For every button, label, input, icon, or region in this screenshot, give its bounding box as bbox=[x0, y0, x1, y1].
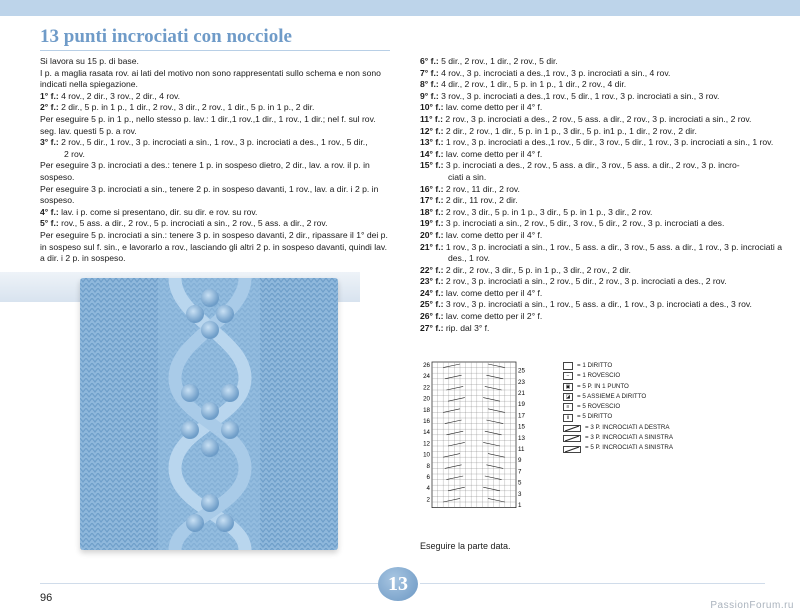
legend-item: = 5 P. INCROCIATI A SINISTRA bbox=[563, 443, 673, 453]
chart-row-number: 14 bbox=[423, 429, 430, 437]
row-9: 9° f.: 3 rov., 3 p. incrociati a des.,1 rov., 5 dir., 1 rov., 3 p. incrociati a sin., 3 rov. bbox=[420, 90, 720, 101]
chart-row-number: 25 bbox=[518, 367, 525, 375]
chart-row-number: 10 bbox=[423, 451, 430, 459]
chart-row-number: 9 bbox=[518, 457, 522, 465]
legend-item: = 1 DIRITTO bbox=[563, 361, 673, 371]
row-26: 26° f.: lav. come detto per il 2° f. bbox=[420, 311, 543, 322]
legend-item: ≡ = 5 ROVESCIO bbox=[563, 402, 673, 412]
chart-row-number: 23 bbox=[518, 378, 525, 386]
row-23: 23° f.: 2 rov., 3 p. incrociati a sin., 2 rov., 5 dir., 2 rov., 3 p. incrociati a des., 2 rov. bbox=[420, 276, 727, 287]
chart-row-number: 12 bbox=[423, 440, 430, 448]
chart-row-number: 24 bbox=[423, 373, 430, 381]
legend-item: − = 1 ROVESCIO bbox=[563, 371, 673, 381]
row-24: 24° f.: lav. come detto per il 4° f. bbox=[420, 287, 543, 298]
chart-row-number: 19 bbox=[518, 401, 525, 409]
row-20: 20° f.: lav. come detto per il 4° f. bbox=[420, 229, 543, 240]
row-6: 6° f.: 5 dir., 2 rov., 1 dir., 2 rov., 5 dir. bbox=[420, 56, 558, 66]
chart-row-number: 22 bbox=[423, 384, 430, 392]
chart-row-number: 21 bbox=[518, 390, 525, 397]
row-7: 7° f.: 4 rov., 3 p. incrociati a des.,1 rov., 3 p. incrociati a sin., 4 rov. bbox=[420, 67, 671, 78]
intro-line: Si lavora su 15 p. di base. bbox=[40, 56, 139, 66]
legend-item: Ⅱ = 5 DIRITTO bbox=[563, 412, 673, 422]
legend-symbol-icon bbox=[563, 446, 581, 452]
legend-symbol-icon: ◪ bbox=[563, 393, 573, 401]
legend-symbol-icon: ≡ bbox=[563, 403, 573, 411]
page-number: 96 bbox=[40, 592, 53, 604]
row-14: 14° f.: lav. come detto per il 4° f. bbox=[420, 148, 543, 159]
chart-row-number: 11 bbox=[518, 446, 525, 453]
legend-item: ▣ = 5 P. IN 1 PUNTO bbox=[563, 382, 673, 392]
legend-symbol-icon: Ⅱ bbox=[563, 414, 573, 422]
knitting-chart bbox=[418, 358, 528, 516]
row-3: 3° f.: 2 rov., 5 dir., 1 rov., 3 p. incrociati a sin., 1 rov., 3 p. incrociati a des., 1 rov., 5 dir., 2 rov. bbox=[40, 137, 368, 159]
legend-item: = 3 P. INCROCIATI A SINISTRA bbox=[563, 433, 673, 443]
footer-rule-right bbox=[420, 583, 765, 584]
row-16: 16° f.: 2 rov., 11 dir., 2 rov. bbox=[420, 183, 520, 194]
right-instructions bbox=[420, 56, 795, 334]
knitted-swatch-photo bbox=[80, 278, 338, 550]
row-8: 8° f.: 4 dir., 2 rov., 1 dir., 5 p. in 1 p., 1 dir., 2 rov., 4 dir. bbox=[420, 79, 627, 90]
legend-item: ◪ = 5 ASSIEME A DIRITTO bbox=[563, 392, 673, 402]
chart-row-number: 26 bbox=[423, 362, 430, 369]
technique-3-right: Per eseguire 3 p. incrociati a des.: tenere 1 p. in sospeso dietro, 2 dir., lav. a rov. il p. in sospeso. bbox=[40, 160, 370, 182]
pattern-number-badge: 13 bbox=[378, 567, 418, 601]
chart-row-number: 6 bbox=[426, 474, 430, 481]
chart-row-number: 13 bbox=[518, 434, 525, 442]
row-18: 18° f.: 2 rov., 3 dir., 5 p. in 1 p., 3 dir., 5 p. in 1 p., 3 dir., 2 rov. bbox=[420, 206, 653, 217]
chart-row-number: 18 bbox=[423, 406, 430, 414]
row-25: 25° f.: 3 rov., 3 p. incrociati a sin., 1 rov., 5 ass. a dir., 1 rov., 3 p. incrociati a des., 3 rov. bbox=[420, 299, 752, 310]
row-27: 27° f.: rip. dal 3° f. bbox=[420, 322, 490, 333]
row-19: 19° f.: 3 p. incrociati a sin., 2 rov., 5 dir., 3 rov., 5 dir., 2 rov., 3 p. incrociati a des. bbox=[420, 218, 725, 229]
chart-row-number: 20 bbox=[423, 395, 430, 403]
legend-symbol-icon bbox=[563, 425, 581, 431]
row-22: 22° f.: 2 dir., 2 rov., 3 dir., 5 p. in 1 p., 3 dir., 2 rov., 2 dir. bbox=[420, 264, 631, 275]
footer-rule-left bbox=[40, 583, 378, 584]
title-underline bbox=[40, 50, 390, 51]
page-title: 13 punti incrociati con nocciole bbox=[40, 26, 292, 47]
chart-row-number: 3 bbox=[518, 490, 522, 498]
row-11: 11° f.: 2 rov., 3 p. incrociati a des., 2 rov., 5 ass. a dir., 2 rov., 3 p. incrociati a sin., 2 rov. bbox=[420, 113, 752, 124]
row-1: 1° f.: 4 rov., 2 dir., 3 rov., 2 dir., 4 rov. bbox=[40, 90, 181, 101]
row-2: 2° f.: 2 dir., 5 p. in 1 p., 1 dir., 2 rov., 3 dir., 2 rov., 1 dir., 5 p. in 1 p., 2 dir. bbox=[40, 102, 315, 113]
legend-item: = 3 P. INCROCIATI A DESTRA bbox=[563, 423, 673, 433]
row-15: 15° f.: 3 p. incrociati a des., 2 rov., 5 ass. a dir., 3 rov., 5 ass. a dir., 2 rov., 3 p. incro- ciati a sin. bbox=[420, 160, 740, 182]
chart-row-number: 4 bbox=[426, 485, 430, 493]
row-17: 17° f.: 2 dir., 11 rov., 2 dir. bbox=[420, 195, 518, 206]
legend-symbol-icon: − bbox=[563, 372, 573, 380]
chart-row-number: 1 bbox=[518, 502, 522, 509]
legend-symbol-icon: ▣ bbox=[563, 383, 573, 391]
row-4: 4° f.: lav. i p. come si presentano, dir. su dir. e rov. su rov. bbox=[40, 206, 258, 217]
technique-3-left: Per eseguire 3 p. incrociati a sin., tenere 2 p. in sospeso davanti, 1 rov., lav. a dir. i 2 p. in sospeso. bbox=[40, 183, 379, 206]
chart-note: Eseguire la parte data. bbox=[420, 541, 511, 551]
chart-row-number: 16 bbox=[423, 418, 430, 425]
row-12: 12° f.: 2 dir., 2 rov., 1 dir., 5 p. in 1 p., 3 dir., 5 p. in1 p., 1 dir., 2 rov., 2 dir. bbox=[420, 125, 697, 136]
top-color-bar bbox=[0, 0, 800, 16]
note-paragraph: I p. a maglia rasata rov. ai lati del motivo non sono rappresentati sullo schema e non sono indicati nella spiegazione. bbox=[40, 67, 381, 90]
row-21: 21° f.: 1 rov., 3 p. incrociati a sin., 1 rov., 5 ass. a dir., 3 rov., 5 ass. a dir., 1 rov., 3 p. incrociati a des., 1 rov. bbox=[420, 241, 782, 264]
technique-5-left: Per eseguire 5 p. incrociati a sin.: tenere 3 p. in sospeso davanti, 2 dir., ripassare il 1° dei p. in sospeso sul f. sin., e lavorarlo a rov., lasciando gli altri 2 p. in sospeso davanti, quindi lav. a dir. i 2 p. in sospeso. bbox=[40, 229, 388, 264]
chart-row-number: 7 bbox=[518, 468, 522, 476]
row-5: 5° f.: rov., 5 ass. a dir., 2 rov., 5 p. incrociati a sin., 2 rov., 5 ass. a dir., 2 rov. bbox=[40, 218, 328, 229]
left-instructions bbox=[40, 56, 388, 265]
legend-symbol-icon bbox=[563, 362, 573, 370]
row-10: 10° f.: lav. come detto per il 4° f. bbox=[420, 102, 543, 113]
technique-5in1: Per eseguire 5 p. in 1 p., nello stesso p. lav.: 1 dir.,1 rov.,1 dir., 1 rov., 1 dir.; nel f. sul rov. seg. lav. questi 5 p. a rov. bbox=[40, 113, 376, 136]
site-watermark: PassionForum.ru bbox=[710, 600, 794, 611]
chart-row-number: 5 bbox=[518, 479, 522, 487]
chart-row-number: 17 bbox=[518, 412, 525, 420]
legend-symbol-icon bbox=[563, 435, 581, 441]
row-13: 13° f.: 1 rov., 3 p. incrociati a des.,1 rov., 5 dir., 3 rov., 5 dir., 1 rov., 3 p. incrociati a sin., 1 rov. bbox=[420, 137, 774, 148]
chart-row-number: 8 bbox=[426, 462, 430, 470]
chart-row-number: 15 bbox=[518, 423, 525, 431]
chart-row-number: 2 bbox=[426, 496, 430, 504]
chart-legend bbox=[563, 361, 673, 454]
